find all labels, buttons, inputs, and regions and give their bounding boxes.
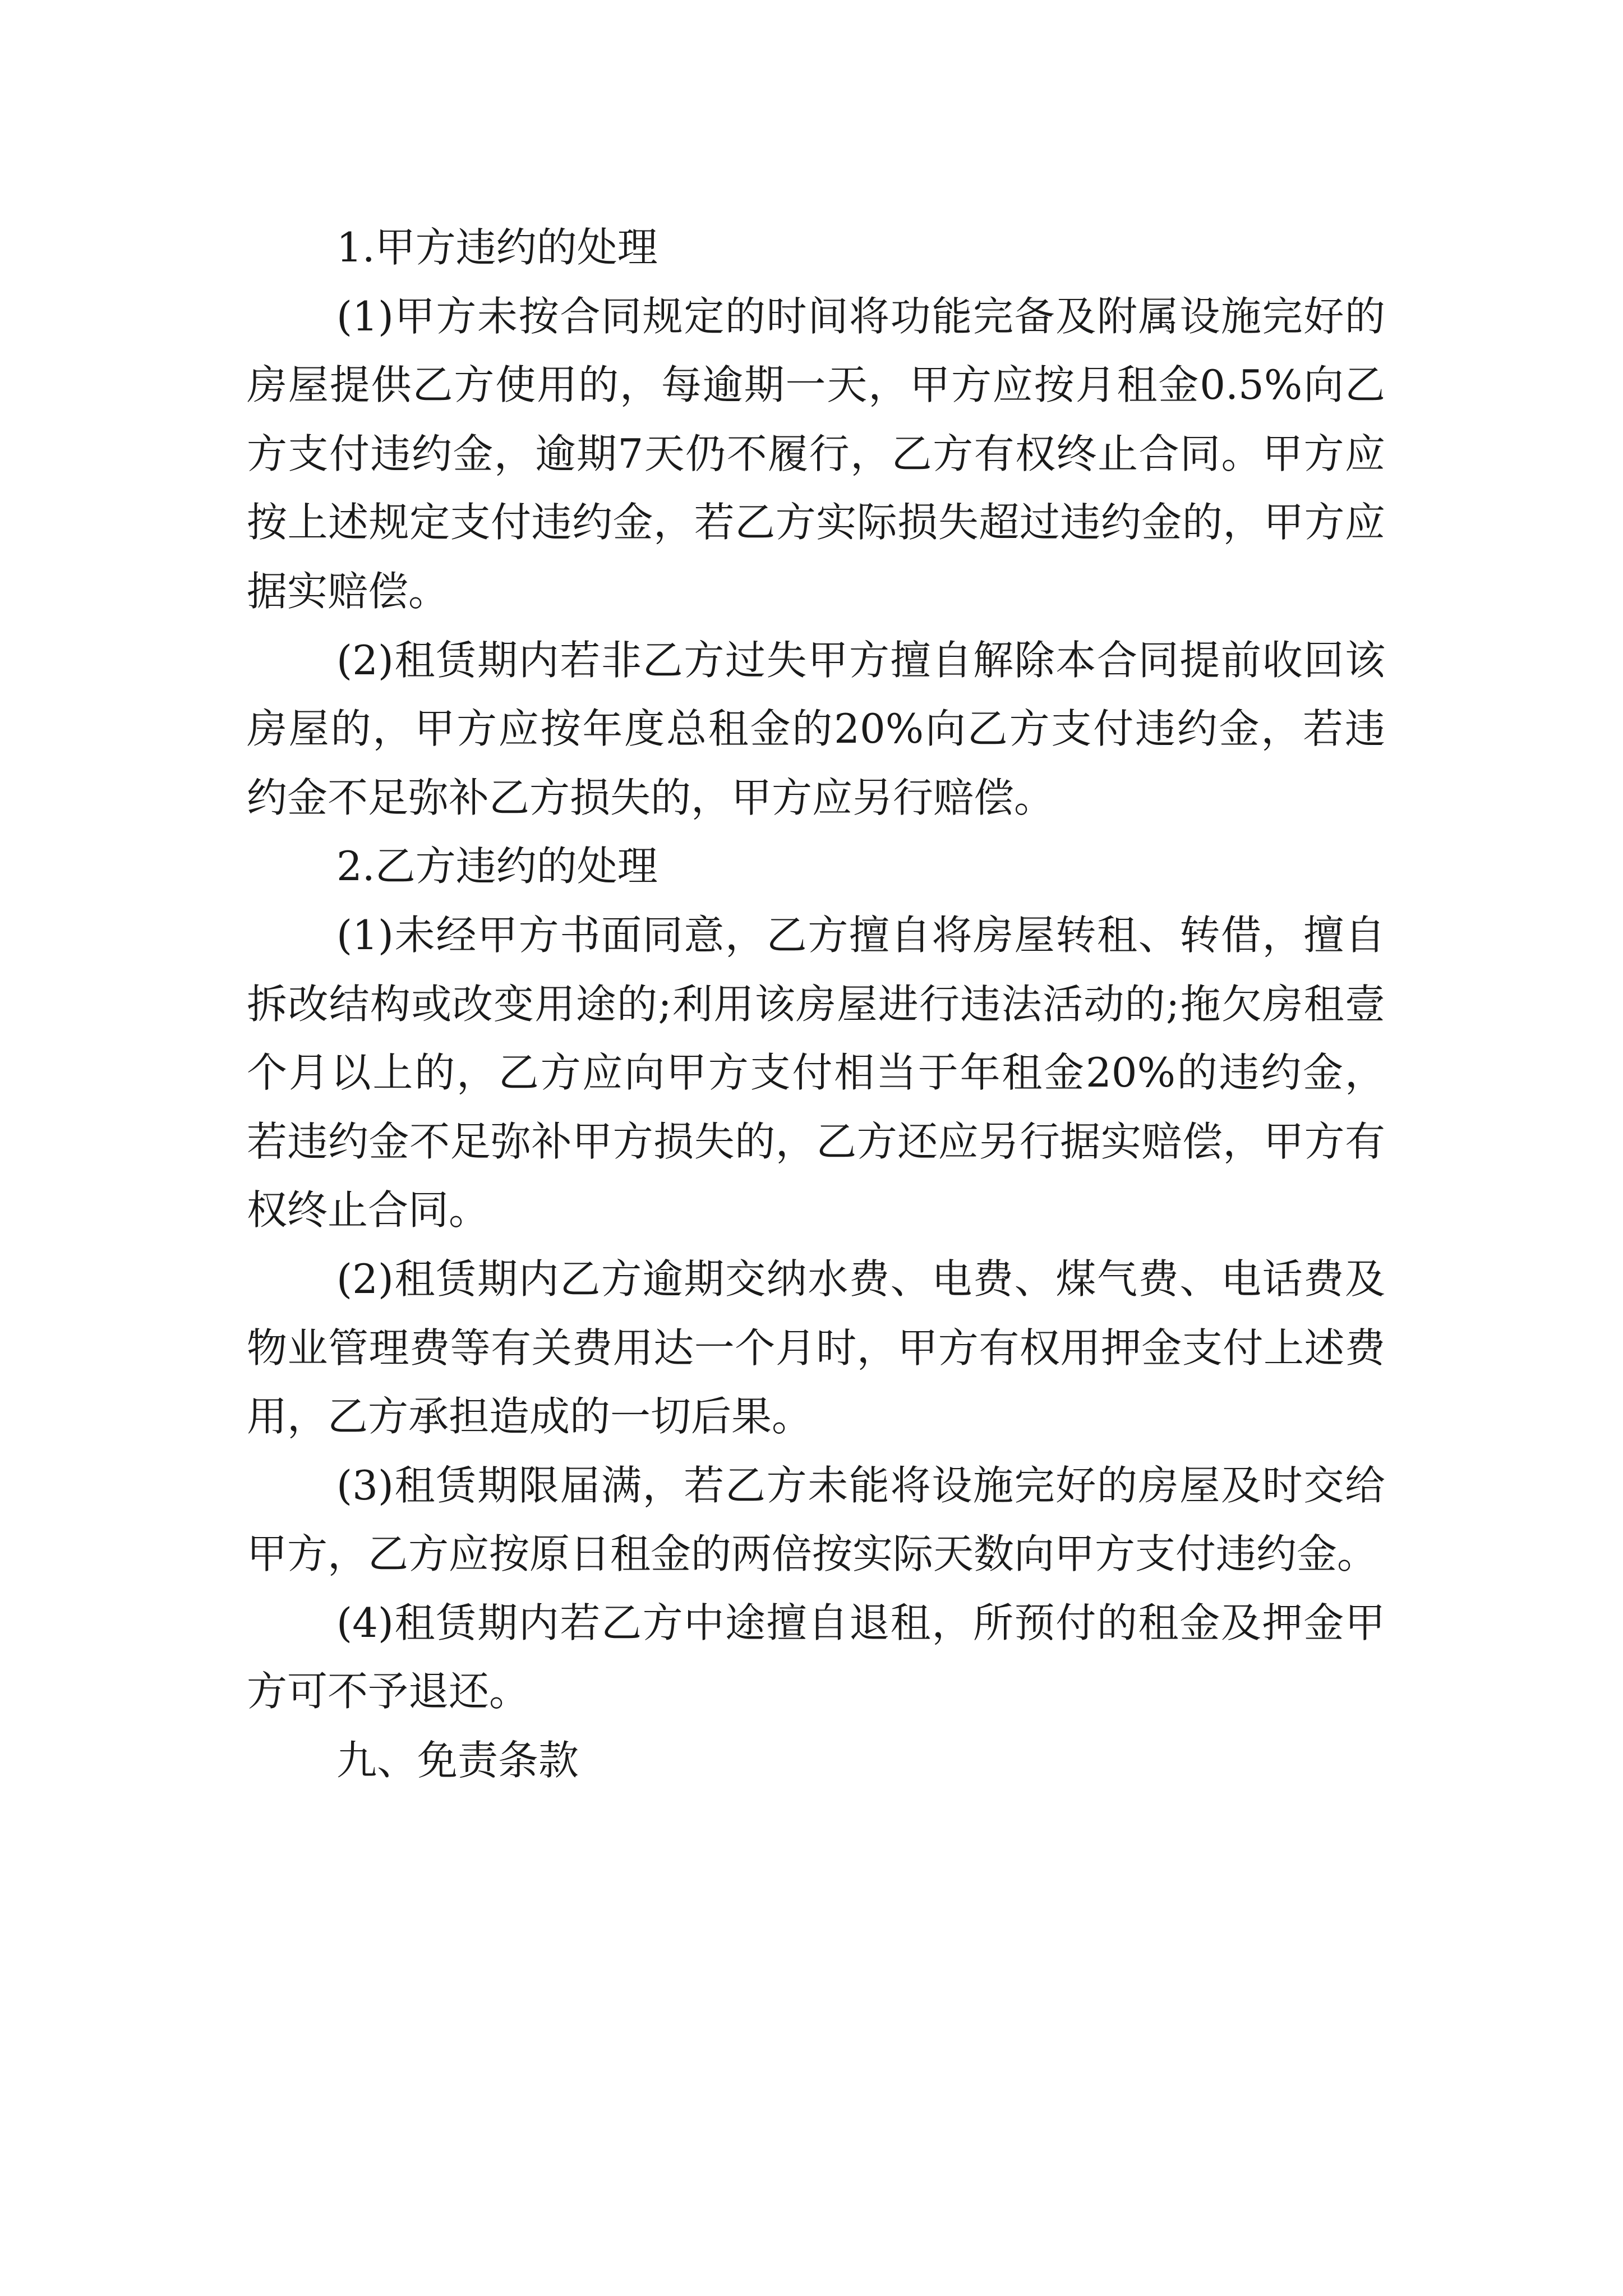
section-heading-exemption: 九、免责条款: [336, 1737, 579, 1784]
clause-b3-late-return: (3)租赁期限届满，若乙方未能将设施完好的房屋及时交给甲方，乙方应按原日租金的两倍按实际天数向甲方支付违约金。: [247, 1461, 1385, 1578]
clause-a1-late-delivery: (1)甲方未按合同规定的时间将功能完备及附属设施完好的房屋提供乙方使用的，每逾期一天，甲方应按月租金0.5%向乙方支付违约金，逾期7天仍不履行，乙方有权终止合同。甲方应按上述规定支付违约金，若乙方实际损失超过违约金的，甲方应据实赔偿。: [247, 292, 1385, 615]
clause-b1-unauthorized-use: (1)未经甲方书面同意，乙方擅自将房屋转租、转借，擅自拆改结构或改变用途的;利用该房屋进行违法活动的;拖欠房租壹个月以上的，乙方应向甲方支付相当于年租金20%的违约金，若违约金不足弥补甲方损失的，乙方还应另行据实赔偿，甲方有权终止合同。: [247, 911, 1385, 1234]
clause-a2-early-termination: (2)租赁期内若非乙方过失甲方擅自解除本合同提前收回该房屋的，甲方应按年度总租金的20%向乙方支付违约金，若违约金不足弥补乙方损失的，甲方应另行赔偿。: [247, 636, 1385, 821]
document-body: [247, 213, 1385, 1795]
section-heading-party-a-breach: 1.甲方违约的处理: [336, 224, 658, 271]
section-heading-party-b-breach: 2.乙方违约的处理: [336, 843, 658, 890]
clause-b4-early-withdrawal: (4)租赁期内若乙方中途擅自退租，所预付的租金及押金甲方可不予退还。: [247, 1599, 1385, 1715]
clause-b2-overdue-fees: (2)租赁期内乙方逾期交纳水费、电费、煤气费、电话费及物业管理费等有关费用达一个月时，甲方有权用押金支付上述费用，乙方承担造成的一切后果。: [247, 1255, 1385, 1441]
